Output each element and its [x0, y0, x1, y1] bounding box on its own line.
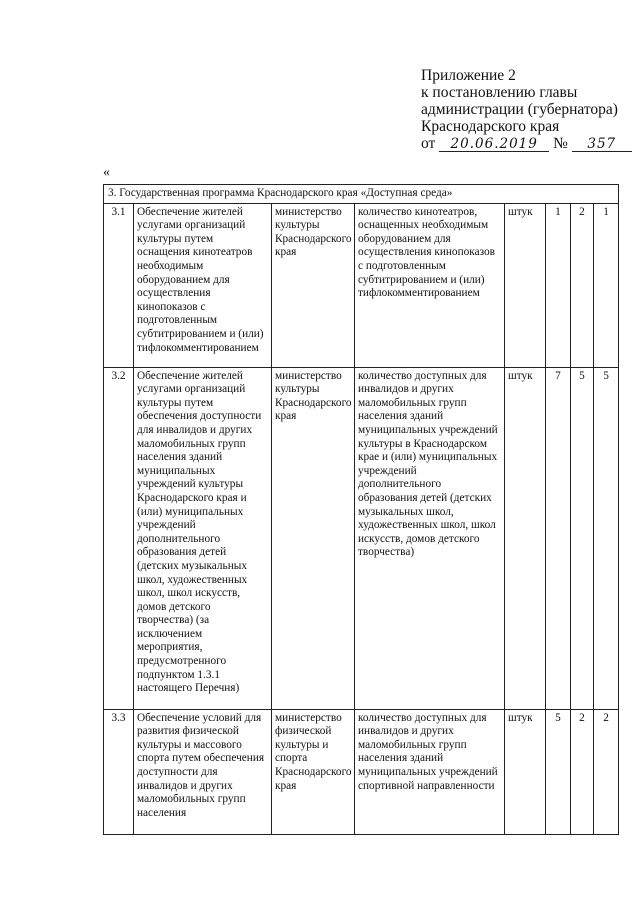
responsible-cell: министерство культуры Краснодарского края [272, 203, 355, 367]
header-line-resolution: к постановлению главы [421, 84, 578, 101]
row-number: 3.1 [104, 203, 134, 367]
value-cell-1: 5 [546, 709, 571, 834]
row-number: 3.2 [104, 367, 134, 709]
appendix-header [421, 67, 632, 152]
header-line-administration: администрации (губернатора) [421, 101, 618, 118]
table-row [104, 367, 619, 709]
table-row [104, 709, 619, 834]
program-table [103, 184, 619, 835]
from-label: от [421, 135, 436, 152]
responsible-cell: министерство физической культуры и спорта Краснодарского края [272, 709, 355, 834]
value-cell-3: 2 [594, 709, 619, 834]
responsible-cell: министерство культуры Краснодарского края [272, 367, 355, 709]
table-row [104, 203, 619, 367]
section-title: 3. Государственная программа Краснодарского края «Доступная среда» [104, 185, 619, 204]
value-cell-1: 1 [546, 203, 571, 367]
unit-cell: штук [505, 367, 546, 709]
header-date-line [421, 135, 632, 152]
value-cell-3: 5 [594, 367, 619, 709]
opening-quote: « [103, 165, 110, 180]
row-number: 3.3 [104, 709, 134, 834]
value-cell-2: 2 [571, 203, 594, 367]
value-cell-1: 7 [546, 367, 571, 709]
number-label: № [553, 135, 568, 152]
indicator-cell: количество доступных для инвалидов и других маломобильных групп населения зданий муниципальных учреждений спортивной направленности [355, 709, 505, 834]
header-line-region: Краснодарского края [421, 118, 560, 135]
handwritten-date: 20.06.2019 [439, 137, 549, 152]
unit-cell: штук [505, 709, 546, 834]
value-cell-2: 2 [571, 709, 594, 834]
handwritten-number: 357 [572, 137, 632, 152]
measure-cell: Обеспечение условий для развития физической культуры и массового спорта путем обеспечения доступности для инвалидов и других маломобильных групп населения [134, 709, 272, 834]
header-line-appendix: Приложение 2 [421, 67, 516, 84]
indicator-cell: количество доступных для инвалидов и других маломобильных групп населения зданий муниципальных учреждений культуры в Краснодарском крае и (или) муниципальных учреждений дополнительного образования детей (детских музыкальных школ, художественных школ, школ искусств, домов детского творчества) [355, 367, 505, 709]
value-cell-3: 1 [594, 203, 619, 367]
value-cell-2: 5 [571, 367, 594, 709]
unit-cell: штук [505, 203, 546, 367]
indicator-cell: количество кинотеатров, оснащенных необходимым оборудованием для осуществления кинопоказов с подготовленным субтитрированием и (или) тифлокомментированием [355, 203, 505, 367]
measure-cell: Обеспечение жителей услугами организаций культуры путем оснащения кинотеатров необходимым оборудованием для осуществления кинопоказов с подготовленным субтитрированием и (или) тифлокомментированием [134, 203, 272, 367]
measure-cell: Обеспечение жителей услугами организаций культуры путем обеспечения доступности для инвалидов и других маломобильных групп населения зданий муниципальных учреждений культуры Краснодарского края и (или) муниципальных учреждений дополнительного образования детей (детских музыкальных школ, художественных школ, школ искусств, домов детского творчества) (за исключением мероприятия, предусмотренного подпунктом 1.3.1 настоящего Перечня) [134, 367, 272, 709]
